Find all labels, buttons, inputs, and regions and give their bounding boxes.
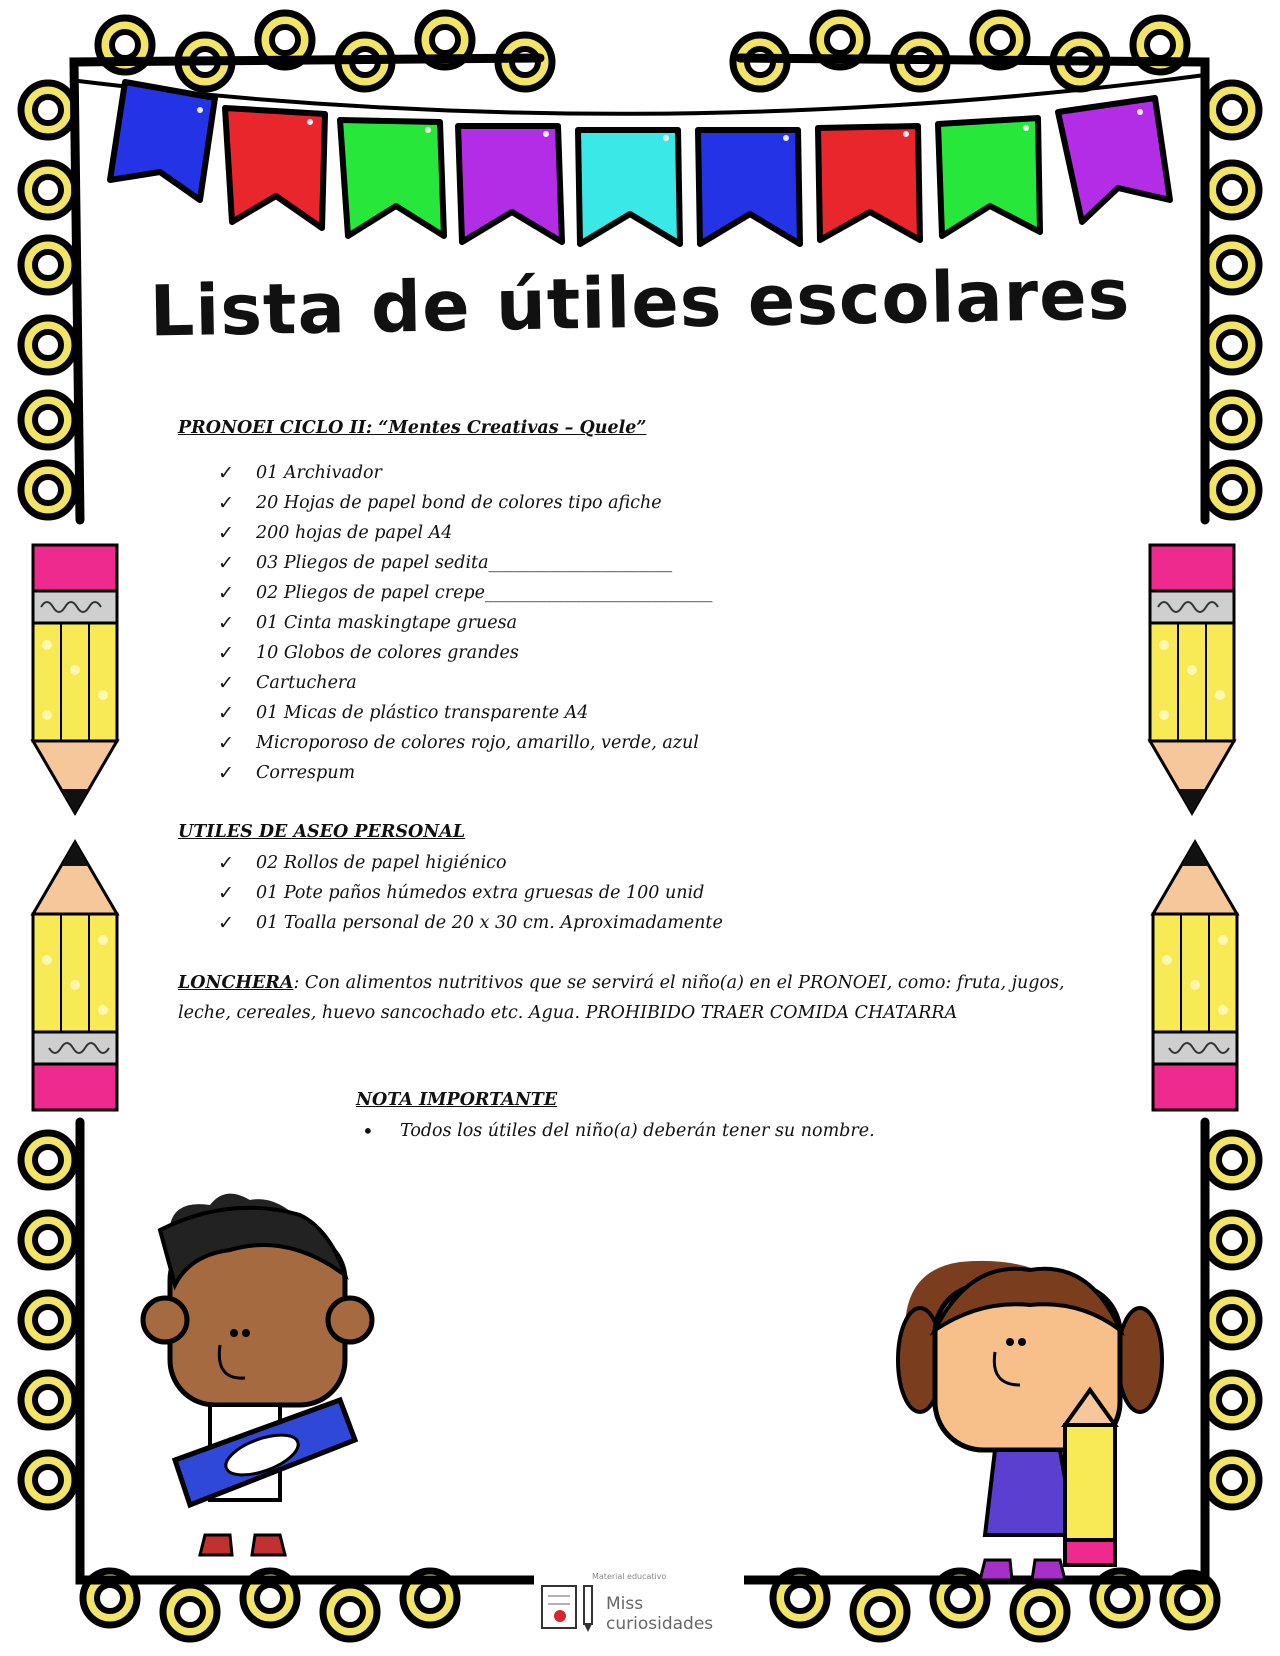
nota-list bbox=[362, 1116, 875, 1146]
check-icon: ✓ bbox=[218, 462, 234, 484]
hygiene-list bbox=[218, 848, 723, 938]
check-icon: ✓ bbox=[218, 672, 234, 694]
lonchera-paragraph bbox=[178, 968, 1078, 1028]
list-item: ✓ 01 Cinta maskingtape gruesa bbox=[218, 608, 713, 638]
logo-caption: Material educativo bbox=[592, 1572, 667, 1581]
list-item: ✓ 02 Rollos de papel higiénico bbox=[218, 848, 723, 878]
nota-heading: NOTA IMPORTANTE bbox=[356, 1090, 558, 1110]
check-icon: ✓ bbox=[218, 552, 234, 574]
check-icon: ✓ bbox=[218, 582, 234, 604]
page-title: Lista de útiles escolares bbox=[148, 253, 1131, 353]
check-icon: ✓ bbox=[218, 732, 234, 754]
list-item: ✓ 20 Hojas de papel bond de colores tipo afiche bbox=[218, 488, 713, 518]
list-item: ✓ 10 Globos de colores grandes bbox=[218, 638, 713, 668]
check-icon: ✓ bbox=[218, 882, 234, 904]
list-item: ✓ Microporoso de colores rojo, amarillo, verde, azul bbox=[218, 728, 713, 758]
check-icon: ✓ bbox=[218, 702, 234, 724]
bullet-icon: • bbox=[362, 1119, 374, 1143]
check-icon: ✓ bbox=[218, 762, 234, 784]
notebook-icon bbox=[534, 1572, 604, 1634]
check-icon: ✓ bbox=[218, 912, 234, 934]
check-icon: ✓ bbox=[218, 612, 234, 634]
list-item: • Todos los útiles del niño(a) deberán tener su nombre. bbox=[362, 1116, 875, 1146]
supplies-list bbox=[218, 458, 713, 788]
check-icon: ✓ bbox=[218, 852, 234, 874]
check-icon: ✓ bbox=[218, 492, 234, 514]
list-item: ✓ 03 Pliegos de papel sedita_____________________ bbox=[218, 548, 713, 578]
list-item: ✓ 01 Toalla personal de 20 x 30 cm. Aproximadamente bbox=[218, 908, 723, 938]
section-heading-pronoei: PRONOEI CICLO II: “Mentes Creativas – Quele” bbox=[178, 418, 647, 438]
brand-logo bbox=[534, 1572, 744, 1634]
list-item: ✓ 01 Pote paños húmedos extra gruesas de 100 unid bbox=[218, 878, 723, 908]
list-item: ✓ 200 hojas de papel A4 bbox=[218, 518, 713, 548]
list-item: ✓ Correspum bbox=[218, 758, 713, 788]
logo-name: Miss curiosidades bbox=[606, 1594, 714, 1634]
lonchera-label: LONCHERA bbox=[178, 973, 294, 993]
lonchera-text: : Con alimentos nutritivos que se servirá el niño(a) en el PRONOEI, como: fruta, jugos, leche, cereales, huevo sancochado etc. Agua. PROHIBIDO TRAER COMIDA CHATARRA bbox=[178, 973, 1065, 1023]
section-heading-aseo: UTILES DE ASEO PERSONAL bbox=[178, 822, 466, 842]
list-item: ✓ Cartuchera bbox=[218, 668, 713, 698]
list-item: ✓ 02 Pliegos de papel crepe__________________________ bbox=[218, 578, 713, 608]
check-icon: ✓ bbox=[218, 642, 234, 664]
check-icon: ✓ bbox=[218, 522, 234, 544]
list-item: ✓ 01 Micas de plástico transparente A4 bbox=[218, 698, 713, 728]
list-item: ✓ 01 Archivador bbox=[218, 458, 713, 488]
